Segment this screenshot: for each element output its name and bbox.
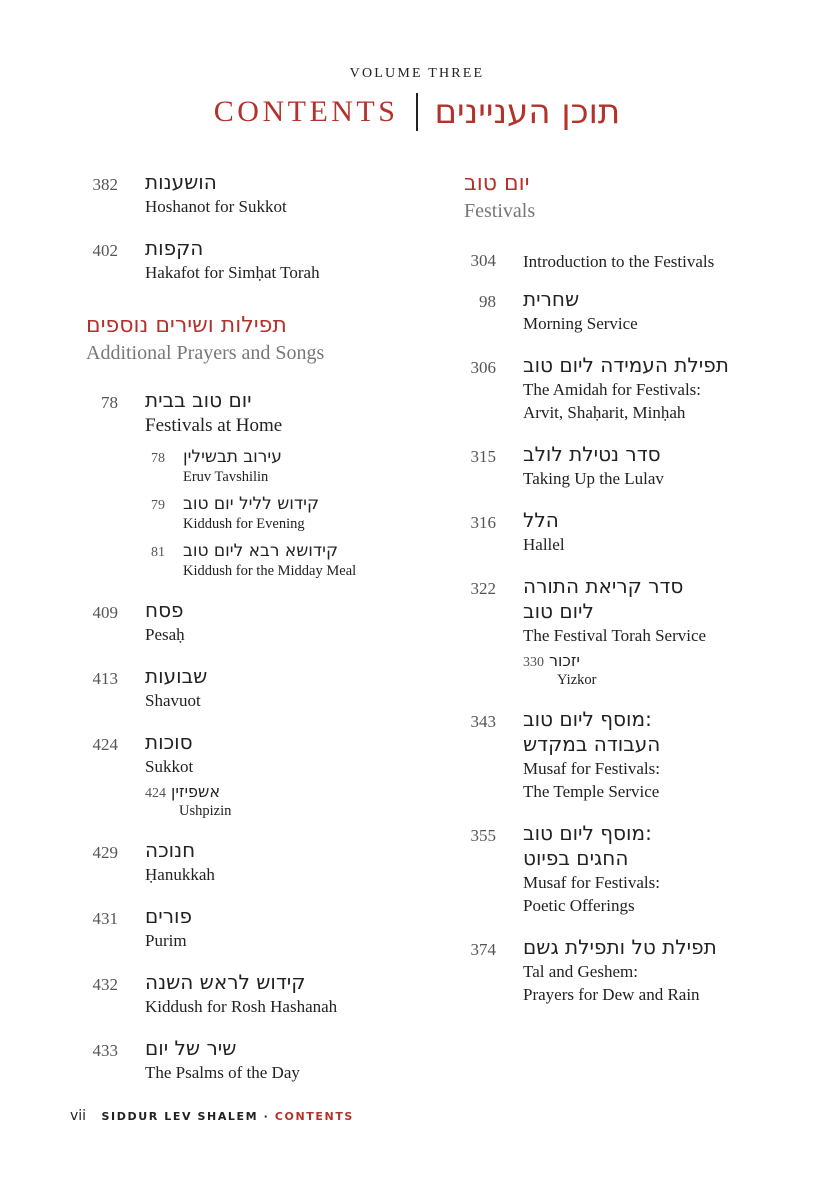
page-number: 402 [92,241,118,260]
page-number: 304 [470,251,496,270]
footer-page-number: vii [70,1108,87,1124]
page-number: 330 [523,655,544,670]
page-number: 81 [151,545,165,560]
toc-entry-pesah[interactable] [86,598,376,646]
page-number: 424 [145,786,166,801]
page-number: 424 [92,735,118,754]
entry-hebrew: הלל [523,508,559,532]
toc-entry-sukkot[interactable] [86,730,376,820]
subentry-english: Ushpizin [179,803,232,819]
page-number: 429 [92,843,118,862]
entry-english-line2: The Temple Service [523,782,660,801]
toc-entry-shaharit[interactable] [464,287,804,335]
page-number: 316 [470,513,496,532]
entry-english: The Amidah for Festivals: [523,380,702,399]
toc-entry-hallel[interactable] [464,508,804,556]
page-number: 322 [470,579,496,598]
entry-hebrew: שחרית [523,287,580,311]
subentry-english: Eruv Tavshilin [183,469,269,485]
entry-english: The Psalms of the Day [145,1063,300,1082]
right-column [464,170,804,1024]
entry-english: Pesaḥ [145,625,185,644]
page-number: 432 [92,975,118,994]
title-divider [416,93,418,131]
section-english: Additional Prayers and Songs [86,342,325,364]
entry-hebrew: סדר נטילת לולב [523,442,661,466]
entry-hebrew: מוסף ליום טוב: [523,707,652,731]
subentry-hebrew: עירוב תבשילין [183,447,282,467]
toc-entry-psalms-of-the-day[interactable] [86,1036,376,1084]
toc-subentry-kiddush-evening[interactable] [145,494,356,533]
subentry-hebrew: קידושא רבא ליום טוב [183,541,339,561]
page-title [0,92,834,132]
entry-english: Introduction to the Festivals [523,252,715,271]
entry-hebrew: קידוש לראש השנה [145,970,306,994]
entry-english: Sukkot [145,757,194,776]
subentry-hebrew: קידוש לליל יום טוב [183,494,320,514]
page-number: 355 [470,826,496,845]
toc-subentry-kiddush-midday[interactable] [145,541,356,580]
volume-label: VOLUME THREE [349,66,485,81]
entry-english: Hakafot for Simḥat Torah [145,263,320,282]
entry-english: Tal and Geshem: [523,962,638,981]
entry-hebrew: שבועות [145,664,208,688]
entry-hebrew: פסח [145,598,184,622]
toc-entry-shavuot[interactable] [86,664,376,712]
subentry-english: Yizkor [557,672,597,688]
page-number: 306 [470,358,496,377]
section-hebrew: תפילות ושירים נוספים [86,313,287,338]
toc-entry-festivals-at-home[interactable] [86,388,376,580]
entry-english: Taking Up the Lulav [523,469,664,488]
page-number: 315 [470,447,496,466]
section-english: Festivals [464,200,536,222]
toc-subentry-eruv[interactable] [145,447,356,486]
entry-english: Ḥanukkah [145,865,215,884]
entry-english: The Festival Torah Service [523,626,707,645]
section-heading-festivals [464,170,804,224]
entry-hebrew: הושענות [145,170,217,194]
entry-hebrew: סדר קריאת התורה [523,574,684,598]
entry-english-line2: Arvit, Shaḥarit, Minḥah [523,403,686,422]
entry-english: Musaf for Festivals: [523,873,660,892]
toc-entry-introduction[interactable] [464,246,804,273]
entry-hebrew-line2: החגים בפיוט [523,846,629,870]
entry-english-line2: Prayers for Dew and Rain [523,985,700,1004]
page-number: 78 [101,393,118,412]
entry-hebrew: חנוכה [145,838,196,862]
left-column [86,170,376,1102]
toc-entry-hakafot[interactable] [86,236,376,284]
entry-hebrew: פורים [145,904,192,928]
section-hebrew: יום טוב [464,171,530,196]
entry-english: Hoshanot for Sukkot [145,197,287,216]
entry-hebrew: תפילת טל ותפילת גשם [523,935,717,959]
toc-entry-kiddush-rosh-hashanah[interactable] [86,970,376,1018]
subentry-english: Kiddush for the Midday Meal [183,563,357,579]
subentry-hebrew: אשפיזין [171,782,221,801]
entry-hebrew-line2: העבודה במקדש [523,732,661,756]
entry-hebrew-line2: ליום טוב [523,599,594,623]
subentry-hebrew: יזכור [549,651,580,670]
toc-entry-amidah[interactable] [464,353,804,424]
toc-entry-hoshanot[interactable] [86,170,376,218]
page-footer [70,1108,354,1124]
toc-entry-tal-geshem[interactable] [464,935,804,1006]
footer-section: CONTENTS [274,1110,354,1123]
title-hebrew: תוכן העניינים [434,92,621,132]
entry-hebrew: הקפות [145,236,204,260]
page-number: 78 [151,451,165,466]
entry-english: Shavuot [145,691,201,710]
page-number: 433 [92,1041,118,1060]
entry-english: Purim [145,931,187,950]
page-number: 431 [92,909,118,928]
toc-entry-torah-service[interactable] [464,574,804,689]
section-heading-additional [86,312,376,366]
toc-entry-musaf-poetic[interactable] [464,821,804,917]
toc-entry-lulav[interactable] [464,442,804,490]
entry-english: Hallel [523,535,565,554]
page-number: 382 [92,175,118,194]
footer-book-title: SIDDUR LEV SHALEM · [101,1110,270,1123]
title-english: CONTENTS [213,95,399,128]
entry-hebrew: מוסף ליום טוב: [523,821,652,845]
entry-hebrew: יום טוב בבית [145,388,252,412]
toc-subentry-ushpizin[interactable] [145,782,231,802]
page-number: 98 [479,292,496,311]
page-number: 374 [470,940,496,959]
page-number: 409 [92,603,118,622]
entry-english: Kiddush for Rosh Hashanah [145,997,338,1016]
page-number: 343 [470,712,496,731]
page-number: 413 [92,669,118,688]
entry-hebrew: תפילת העמידה ליום טוב [523,353,729,377]
entry-english: Morning Service [523,314,638,333]
entry-english: Musaf for Festivals: [523,759,660,778]
entry-hebrew: סוכות [145,730,193,754]
entry-english-line2: Poetic Offerings [523,896,635,915]
page-number: 79 [151,498,165,513]
entry-english: Festivals at Home [145,415,283,436]
subentry-english: Kiddush for Evening [183,516,305,532]
toc-entry-hanukkah[interactable] [86,838,376,886]
toc-entry-musaf-temple[interactable] [464,707,804,803]
toc-subentry-yizkor[interactable] [523,651,706,671]
entry-hebrew: שיר של יום [145,1036,237,1060]
toc-entry-purim[interactable] [86,904,376,952]
